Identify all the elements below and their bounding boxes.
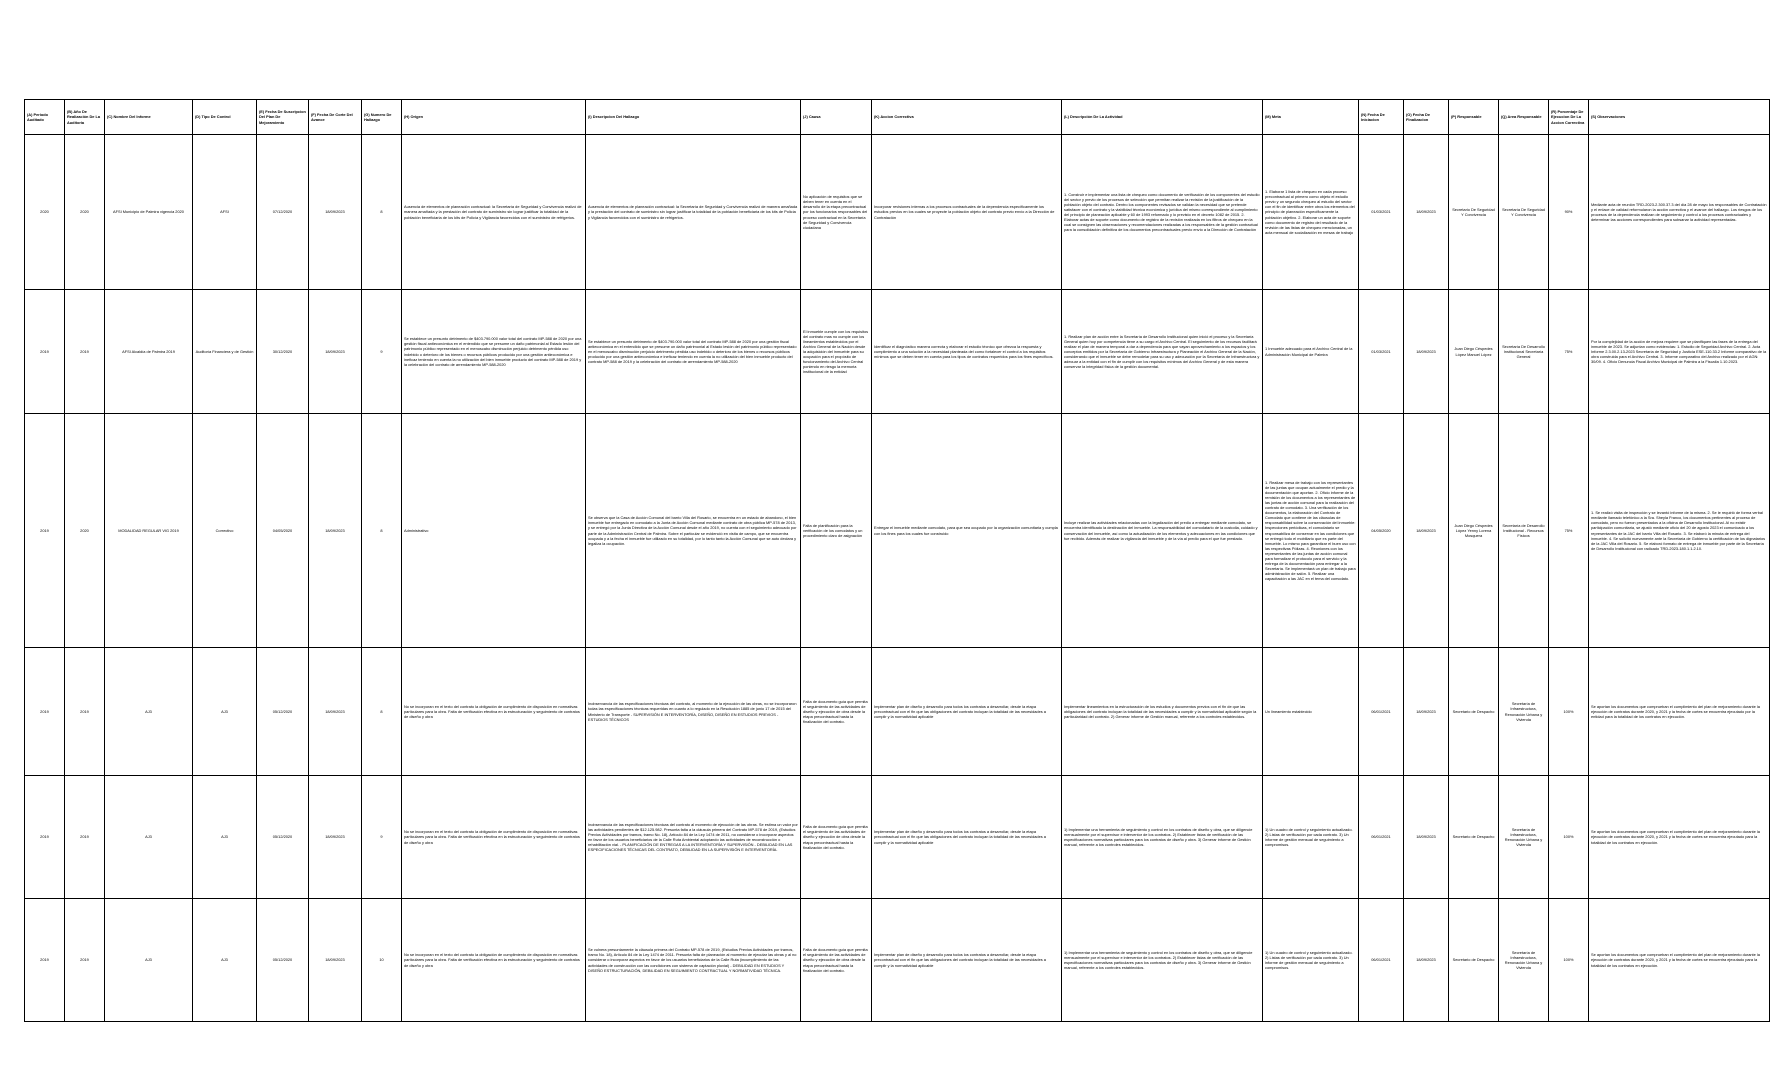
cell-fecha-suscripcion: 05/12/2020 [257, 648, 309, 776]
cell-fecha-inicio: 06/01/2021 [1359, 899, 1404, 1022]
cell-origen: No se incorporan en el texto del contrato la obligación de cumplimiento de disposición en normativas particulares para la obra. Falta de verificación efectiva en la estructuración y seguimiento de contratos de diseño y obra [402, 776, 586, 899]
col-header: (N) Fecha De Iniciacion [1359, 100, 1404, 135]
cell-fecha-fin: 18/09/2023 [1404, 776, 1449, 899]
cell-meta: 1. Realizar mesa de trabajo con los representantes de las juntas que ocupan actualmente el predio y la documentación que aportan. 2. Oficio informe de la remisión de los documentos a los representantes de las juntas de acción comunal para la realización del contrato de comodato. 3. Una verificación de los documentos, la elaboración del Contrato de Comodato que contiene de las cláusulas de responsabilidad sobre la conservación del inmueble: Inspecciones periódicas, el comodatario se responsabiliza de conservar en las condiciones que se entregó todo el mobiliario que es parte del inmueble. Lo mismo para garantizar el buen uso con las respectivas Pólizas. 4. Reuniones con los representantes de las juntas de acción comunal para formalizar el protocolo para el servicio y la entrega de la documentación para entregar a la Secretaría. Se implementará un plan de trabajo para administración de salón. 5. Realizar una capacitación a las JAC en el tema del comodato. [1263, 414, 1359, 648]
cell-porcentaje: 100% [1549, 648, 1589, 776]
col-header: (I) Descripcion Del Hallazgo [586, 100, 801, 135]
cell-accion: Implementar plan de diseño y desarrollo para todos los contratos a desarrollar, desde la etapa precontractual con el fin que las obligaciones del contrato incluyan la totalidad de las necesidades a cumplir y la normatividad aplicable [872, 648, 1062, 776]
cell-descripcion: Inobservancia de las especificaciones técnicas del contrato al momento de ejecución de las obras. Se estima un valor por las actividades pendientes de $12.125.982. Presunta falta a la cláusula primera del Contrato MP-578 de 2019, (Estudios Previos Actividades por tramos, tramo No. 18), Artículo 84 de la Ley 1474 de 2011, no considerar o incorporar aspectos en favor de los usuarios beneficiarios de la Calle Ruta Ambiental adoptando las actividades de reconstrucción o rehabilitación vial. - PLANIFICACIÓN DE ENTREGAS A LA INTERVENTORÍA Y SUPERVISIÓN - DEBILIDAD EN LAS ESPECIFICACIONES TÉCNICAS DEL CONTRATO, DEBILIDAD EN LA SUPERVISIÓN E INTERVENTORÍA. [586, 776, 801, 899]
cell-fecha-fin: 18/09/2023 [1404, 290, 1449, 414]
cell-descripcion: Se establece un presunto detrimento de $403.790.000 valor total del contrato MP-588 de 2020 por una gestión fiscal antieconómica en el entendido que se presume un daño patrimonial al Estado lesión del patrimonio público representado en el menoscabo disminución perjuicio detrimento pérdida uso indebido o deterioro de los bienes o recursos públicos producido por una gestión antieconómica e ineficaz teniendo en cuenta la no utilización del bien inmueble producto del contrato MP-588 de 2019 y la celebración del contrato de arrendamiento MP-588-2020 [586, 290, 801, 414]
col-header: (H) Origen [402, 100, 586, 135]
cell-hallazgo: 8 [362, 648, 402, 776]
cell-fecha-corte: 18/09/2023 [309, 776, 362, 899]
cell-causa: Falta de documento guía que permita el seguimiento de las actividades de diseño y ejecución de obra desde la etapa precontractual hasta la finalización del contrato. [801, 776, 872, 899]
col-header: (G) Numero De Hallazgo [362, 100, 402, 135]
cell-origen: No se incorporan en el texto del contrato la obligación de cumplimiento de disposición en normativas particulares para la obra. Falta de verificación efectiva en la estructuración y seguimiento de contratos de diseño y obra [402, 899, 586, 1022]
cell-responsable: Secretario de Despacho [1449, 776, 1499, 899]
cell-anio: 2019 [65, 648, 105, 776]
cell-accion: Entregar el inmueble mediante comodato, para que sea ocupado por la organización comunitaria y cumpla con los fines para los cuales fue construido [872, 414, 1062, 648]
cell-observaciones: Se aportan los documentos que comprueban el cumplimiento del plan de mejoramiento durante la ejecución de contratos durante 2020, y 2021 y la fecha de cortes se encuentra ejecutado para la totalidad de los contratos en ejecución. [1589, 776, 1770, 899]
cell-observaciones: Se aportan los documentos que comprueban el cumplimiento del plan de mejoramiento durante la ejecución de contratos durante 2020, y 2021 y la fecha de cortes se encuentra ejecutado por la entidad para la totalidad de los contratos en ejecución. [1589, 648, 1770, 776]
cell-periodo: 2019 [25, 899, 65, 1022]
cell-observaciones: 1. Se realizó visita de inspección y se levantó informe de la misma. 2. Se le requirió de forma verbal mediante llamado telefónico a la Sra. Sheyla Franco, los documentos pertinentes al proceso de comodato, pero no fueron presentados a la oficina de Desarrollo Institucional. Al no existir participación comunitaria, se ajustó mediante oficio del 20 de agosto 2023 el comunicado a los representantes de la JAC del barrio Villa del Rosario. 3. Se elaboró la minuta de entrega del inmueble. 4. Se solicitó nuevamente ante la Secretaría de Gobierno la certificación de los dignatarios de la JAC Villa del Rosario. 5. Se elaboró formato de entrega de inmueble por parte de la Secretaría de Desarrollo Institucional con radicado TRD-2023-180.1.1.2.10. [1589, 414, 1770, 648]
cell-observaciones: Por la complejidad de la acción de mejora requiere que se planifiquen las fases de la entrega del inmueble de 2023. Se adjuntan como evidencias: 1. Estudio de Seguridad Archivo Central. 2. Acta Informe 2.3.00.2.13-2023 Secretaría de Seguridad y Justicia ESE-110.33.2 Informe comparativo de la obra construida para el Archivo Central. 3. Informe comparativo del Archivo realizado por el AGN: 30/09. 4. Oficio Denuncia Fiscal Archivo Municipal de Palmira a la Fiscalía 1.10.2023. [1589, 290, 1770, 414]
cell-causa: Falta de documento guía que permita el seguimiento de las actividades de diseño y ejecución de obra desde la etapa precontractual hasta la finalización del contrato. [801, 899, 872, 1022]
col-header: (Q) Area Responsable [1499, 100, 1549, 135]
cell-hallazgo: 9 [362, 776, 402, 899]
col-header: (R) Porcentaje De Ejecucion De La Accion Correctiva [1549, 100, 1589, 135]
cell-fecha-inicio: 06/01/2021 [1359, 776, 1404, 899]
cell-fecha-suscripcion: 30/12/2020 [257, 290, 309, 414]
cell-actividad: 1. Realizar plan de acción entre la Secretaría de Desarrollo Institucional quien inició el proceso y la Secretaría General quien hoy por competencia tiene a su cargo el Archivo Central. El seguimiento de los recursos facilitará realizar el plan de manera temporal a dar a dependencia para que vayan aprovechamiento a los espacios y los conceptos emitidos por la Secretaría de Gobierno Infraestructura y Planeación el Archivo General de la Nación, considerando que el inmueble se debe remodelar para su uso y adecuación por la Secretaría de Infraestructura y adecuar a la entidad con el fin de cumplir con los requisitos mínimos del Archivo General y de esta manera conservar la integridad física de la gestión documental. [1062, 290, 1263, 414]
cell-porcentaje: 75% [1549, 414, 1589, 648]
cell-area: Secretaría de Infraestructura, Renovación Urbana y Vivienda [1499, 648, 1549, 776]
cell-fecha-fin: 18/09/2023 [1404, 899, 1449, 1022]
cell-observaciones: Mediante acta de reunión TRD-2023-2.300.37.3 del día 28 de mayo los responsables de Contratación y el enlace de calidad reformularon la acción correctiva y el avance del hallazgo. Los riesgos de los procesos de la dependencia realizan de seguimiento y control a los procesos contractuales y determinar las acciones correspondientes para subsanar la actividad representadas. [1589, 135, 1770, 290]
table-row [25, 648, 1770, 776]
cell-fecha-fin: 18/09/2023 [1404, 414, 1449, 648]
cell-fecha-inicio: 01/03/2021 [1359, 135, 1404, 290]
cell-hallazgo: 8 [362, 414, 402, 648]
cell-meta: 1) Un cuadro de control y seguimiento actualizado. 2) Listas de verificación por cada contrato. 3) Un informe de gestión mensual de seguimiento a compromisos. [1263, 776, 1359, 899]
header-row [25, 100, 1770, 135]
cell-causa: El inmueble cumple con los requisitos del contrato mas no cumple con los lineamientos establecidos por el Archivo General de la Nación desde la adquisición del inmueble para su ocupación para el propósito de funcionamiento del Archivo Central poniendo en riesgo la memoria institucional de la entidad [801, 290, 872, 414]
cell-area: Secretaría de Infraestructura, Renovación Urbana y Vivienda [1499, 899, 1549, 1022]
cell-causa: Falta de planificación para la verificación de los comodatos y un procedimiento claro de asignación [801, 414, 872, 648]
cell-anio: 2019 [65, 776, 105, 899]
cell-fecha-suscripcion: 05/12/2020 [257, 776, 309, 899]
cell-hallazgo: 9 [362, 290, 402, 414]
cell-actividad: 1) Implementar una herramienta de seguimiento y control en los contratos de diseño y obra, que se diligencie mensualmente por el supervisor e interventor de los contratos. 2) Establecer listas de verificación de las especificaciones normativas particulares para los contratos de diseño y obra. 3) Generar informe de Gestión manual, referente a los controles establecidos. [1062, 776, 1263, 899]
cell-descripcion: Se observa que la Casa de Acción Comunal del barrio Villa del Rosario, se encuentra en un estado de abandono, el bien inmueble fue entregado en comodato a la Junta de Acción Comunal mediante contrato de obra pública MP-578 de 2013, y se entregó por la Junta Directiva de la Acción Comunal desde el año 2019, no cuenta con el seguimiento adecuado por parte de la Administración Central de Palmira. Sobre el particular se evidenció en visita de campo, que se encuentra ocupada y a la fecha el inmueble fue utilizado en su totalidad, por lo tanto tanto la Acción Comunal que se auto declara y legaliza la ocupación. [586, 414, 801, 648]
col-header: (D) Tipo De Control [193, 100, 257, 135]
col-header: (J) Causa [801, 100, 872, 135]
cell-anio: 2020 [65, 135, 105, 290]
cell-tipo: Auditoría Financiera y de Gestión [193, 290, 257, 414]
col-header: (B) Año De Realización De La Auditoria [65, 100, 105, 135]
cell-fecha-inicio: 06/01/2021 [1359, 648, 1404, 776]
cell-anio: 2019 [65, 290, 105, 414]
cell-tipo: AJ3 [193, 899, 257, 1022]
cell-responsable: Secretario de Despacho [1449, 648, 1499, 776]
cell-observaciones: Se aportan los documentos que comprueban el cumplimiento del plan de mejoramiento durante la ejecución de contratos durante 2020, y 2021 y la fecha de cortes se encuentra ejecutado para la totalidad de los contratos en ejecución. [1589, 899, 1770, 1022]
cell-responsable: Juan Diego Céspedes López Yenny Lorena Mosquera [1449, 414, 1499, 648]
cell-fecha-corte: 18/09/2023 [309, 414, 362, 648]
cell-meta: Un lineamiento establecido [1263, 648, 1359, 776]
cell-origen: Administrativo [402, 414, 586, 648]
cell-descripcion: Se vulnera presuntamente la cláusula primera del Contrato MP-578 de 2019, (Estudios Previos Actividades por tramos, tramo No. 18), Artículo 84 de la Ley 1474 de 2011. Presunta falta de planeación al momento de ejecutar las obras y al no considerar o incorporar aspectos en favor de los usuarios beneficiarios de la Calle Ruta (incumplimiento de las actividades de construcción con las condiciones con sistema de captación pluvial) - DEBILIDAD EN ESTUDIOS Y DISEÑO ESTRUCTURACIÓN, DEBILIDAD EN SEGUIMIENTO CONTRACTUAL Y NORMATIVIDAD TÉCNICA. [586, 899, 801, 1022]
cell-fecha-suscripcion: 04/05/2020 [257, 414, 309, 648]
cell-informe: AJ3 [105, 776, 193, 899]
cell-fecha-fin: 18/09/2023 [1404, 648, 1449, 776]
cell-area: Secretaría de Infraestructura, Renovación Urbana y Vivienda [1499, 776, 1549, 899]
cell-origen: Se establece un presunto detrimento de $403.790.000 valor total del contrato MP-588 de 2020 por una gestión fiscal antieconómica en el entendido que se presume un daño patrimonial al Estado lesión del patrimonio público representado en el menoscabo disminución perjuicio detrimento pérdida uso indebido o deterioro de los bienes o recursos públicos producido por una gestión antieconómica e ineficaz teniendo en cuenta la no utilización del bien inmueble producto del contrato MP-588 de 2019 y la celebración del contrato de arrendamiento MP-588-2020 [402, 290, 586, 414]
cell-area: Secretaría De Seguridad Y Convivencia [1499, 135, 1549, 290]
cell-fecha-corte: 18/09/2023 [309, 899, 362, 1022]
cell-periodo: 2019 [25, 414, 65, 648]
cell-actividad: 1) Implementar una herramienta de seguimiento y control en los contratos de diseño y obra, que se diligencie mensualmente por el supervisor e interventor de los contratos. 2) Establecer listas de verificación de las especificaciones normativas particulares para los contratos de diseño y obra. 3) Generar informe de Gestión manual, referente a los controles establecidos. [1062, 899, 1263, 1022]
table-row [25, 899, 1770, 1022]
table-row [25, 414, 1770, 648]
cell-informe: AJ3 [105, 648, 193, 776]
cell-fecha-corte: 18/09/2023 [309, 135, 362, 290]
cell-meta: 1 Inmueble adecuado para el Archivo Central de la Administración Municipal de Palmira [1263, 290, 1359, 414]
cell-anio: 2020 [65, 414, 105, 648]
cell-hallazgo: 10 [362, 899, 402, 1022]
cell-periodo: 2019 [25, 648, 65, 776]
col-header: (P) Responsable [1449, 100, 1499, 135]
cell-tipo: AJ3 [193, 776, 257, 899]
cell-periodo: 2019 [25, 290, 65, 414]
cell-meta: 1) Un cuadro de control y seguimiento actualizado. 2) Listas de verificación por cada contrato. 3) Un informe de gestión mensual de seguimiento a compromisos. [1263, 899, 1359, 1022]
cell-origen: No se incorporan en el texto del contrato la obligación de cumplimiento de disposición en normativas particulares para la obra. Falta de verificación efectiva en la estructuración y seguimiento de contratos de diseño y obra [402, 648, 586, 776]
cell-origen: Ausencia de elementos de planeación contractual: la Secretaría de Seguridad y Convivencia realizó de manera amañada y la prestación del contrato de suministro sin lograr justificar la totalidad de la población beneficiaria de los kits de Policía y Vigilancia favorecidos con el suministro de refrigerios. [402, 135, 586, 290]
cell-accion: Identificar el diagnóstico manera correcta y elaborar el estudio técnico que ofrezca la respuesta y cumplimiento a una solución a la necesidad planteada del como fortalecer el control a los requisitos mínimos que se deben tener en cuenta para los tipos de contratos requeridos para los fines específicos. [872, 290, 1062, 414]
col-header: (K) Accion Correctiva [872, 100, 1062, 135]
cell-fecha-corte: 18/09/2023 [309, 290, 362, 414]
cell-fecha-inicio: 01/03/2021 [1359, 290, 1404, 414]
col-header: (S) Observaciones [1589, 100, 1770, 135]
col-header: (O) Fecha De Finalizacion [1404, 100, 1449, 135]
cell-responsable: Juan Diego Céspedes López Manuel López [1449, 290, 1499, 414]
col-header: (A) Periodo Auditado [25, 100, 65, 135]
col-header: (E) Fecha De Suscripcion Del Plan De Mejoramiento [257, 100, 309, 135]
cell-actividad: 1. Construir e implementar una lista de chequeo como documento de verificación de los componentes del estudio del sector y previo de los procesos de selección que permitan realizar la revisión de la justificación de la población objeto del contrato. Dentro los componentes revisados se validan la necesidad que se pretende satisfacer con el contrato y la viabilidad técnica económica y jurídica del mismo correspondiente al cumplimiento del principio de planeación aplicable y 60 de 1993 reformado y lo previsto en el decreto 1082 de 2015. 2. Elaborar actas de soporte como documento de registro de la revisión realizada en los filtros de chequeo en la cual se consignen las observaciones y recomendaciones realizadas a los responsables de la gestión contractual para la consolidación definitiva de los documentos precontractuales previo envío a la Dirección de Contratación [1062, 135, 1263, 290]
cell-periodo: 2019 [25, 776, 65, 899]
table-row [25, 135, 1770, 290]
cell-actividad: Incluye realizar las actividades relacionadas con la legalización del predio a entregar mediante comodato, se encuentra identificado la destinación del inmueble. La responsabilidad del comodatario de la custodia, cuidado y conservación del inmueble, así como la actualización de los elementos y adecuaciones en las condiciones que fue recibido. Además de realizar la vigilancia del inmueble y de la vía al predio para el que fue prestado. [1062, 414, 1263, 648]
cell-informe: AJ3 [105, 899, 193, 1022]
cell-area: Secretaría De Desarrollo Institucional Secretaría General [1499, 290, 1549, 414]
col-header: (F) Fecha De Corte Del Avance [309, 100, 362, 135]
cell-porcentaje: 100% [1549, 776, 1589, 899]
col-header: (L) Descripción De La Actividad [1062, 100, 1263, 135]
cell-fecha-suscripcion: 07/12/2020 [257, 135, 309, 290]
cell-porcentaje: 75% [1549, 290, 1589, 414]
cell-tipo: AJ3 [193, 648, 257, 776]
cell-fecha-corte: 18/09/2023 [309, 648, 362, 776]
cell-informe: AFSI Municipio de Palmira vigencia 2020 [105, 135, 193, 290]
cell-responsable: Secretario de Despacho [1449, 899, 1499, 1022]
col-header: (C) Nombre Del Informe [105, 100, 193, 135]
cell-tipo: Correctivo [193, 414, 257, 648]
table-row [25, 776, 1770, 899]
cell-informe: AFSI Alcaldía de Palmira 2019 [105, 290, 193, 414]
col-header: (M) Meta [1263, 100, 1359, 135]
cell-meta: 1. Elaborar 1 lista de chequeo en cada proceso precontractual al primero como objeto el estudio previo y un segundo chequeo al estudio del sector con el fin de identificar entre otros los elementos del principio de planeación específicamente la población objetivo. 2. Elaborar un acta de soporte como documento de registro del resultado de la revisión de las listas de chequeo mencionadas, un acta mensual de socialización en mesas de trabajo [1263, 135, 1359, 290]
cell-hallazgo: 8 [362, 135, 402, 290]
cell-periodo: 2020 [25, 135, 65, 290]
cell-porcentaje: 90% [1549, 135, 1589, 290]
cell-fecha-fin: 18/09/2023 [1404, 135, 1449, 290]
cell-accion: Implementar plan de diseño y desarrollo para todos los contratos a desarrollar, desde la etapa precontractual con el fin que las obligaciones del contrato incluyan la totalidad de las necesidades a cumplir y la normatividad aplicable [872, 899, 1062, 1022]
cell-causa: No aplicación de requisitos que se deben tener en cuenta en el desarrollo de la etapa precontractual por los funcionarios responsables del proceso contractual en la Secretaría de Seguridad y Convivencia ciudadana [801, 135, 872, 290]
cell-accion: Implementar plan de diseño y desarrollo para todos los contratos a desarrollar, desde la etapa precontractual con el fin que las obligaciones del contrato incluyan la totalidad de las necesidades a cumplir y la normatividad aplicable [872, 776, 1062, 899]
cell-anio: 2019 [65, 899, 105, 1022]
plan-mejoramiento-sheet [24, 99, 1769, 1022]
plan-mejoramiento-table [24, 99, 1770, 1022]
cell-accion: Incorporar revisiones internas a los procesos contractuales de la dependencia específicamente los estudios previos en los cuales se proyecte la población objeto del contrato previo envío a la Dirección de Contratación [872, 135, 1062, 290]
cell-responsable: Secretario De Seguridad Y Convivencia [1449, 135, 1499, 290]
cell-tipo: AFSI [193, 135, 257, 290]
cell-descripcion: Ausencia de elementos de planeación contractual: la Secretaría de Seguridad y Convivencia realizó de manera amañada y la prestación del contrato de suministro sin lograr justificar la totalidad de la población beneficiaria de los kits de Policía y Vigilancia favorecidos con el suministro de refrigerios. [586, 135, 801, 290]
cell-porcentaje: 100% [1549, 899, 1589, 1022]
cell-causa: Falta de documento guía que permita el seguimiento de las actividades de diseño y ejecución de obra desde la etapa precontractual hasta la finalización del contrato. [801, 648, 872, 776]
cell-informe: MODALIDAD REGULAR VIG 2019 [105, 414, 193, 648]
cell-fecha-inicio: 04/05/2020 [1359, 414, 1404, 648]
cell-descripcion: Inobservancia de las especificaciones técnicas del contrato, al momento de la ejecución de las obras, no se incorporaron todas las especificaciones técnicas requeridas en cuanto a lo regulado en la Resolución 1885 de junio 17 de 2015 del Ministerio de Transporte - SUPERVISIÓN E INTERVENTORÍA, DISEÑO, DISEÑO EN ESTUDIOS PREVIOS - ESTUDIOS TÉCNICOS [586, 648, 801, 776]
cell-fecha-suscripcion: 05/12/2020 [257, 899, 309, 1022]
cell-area: Secretaría de Desarrollo Institucional - Recursos Físicos [1499, 414, 1549, 648]
cell-actividad: Implementar lineamientos en la estructuración de los estudios y documentos previos con el fin de que las obligaciones del contrato incluyan la totalidad de las necesidades a cumplir y la normatividad aplicable según la particularidad del contrato. 2) Generar informe de Gestión manual, referente a los controles establecidos. [1062, 648, 1263, 776]
table-row [25, 290, 1770, 414]
